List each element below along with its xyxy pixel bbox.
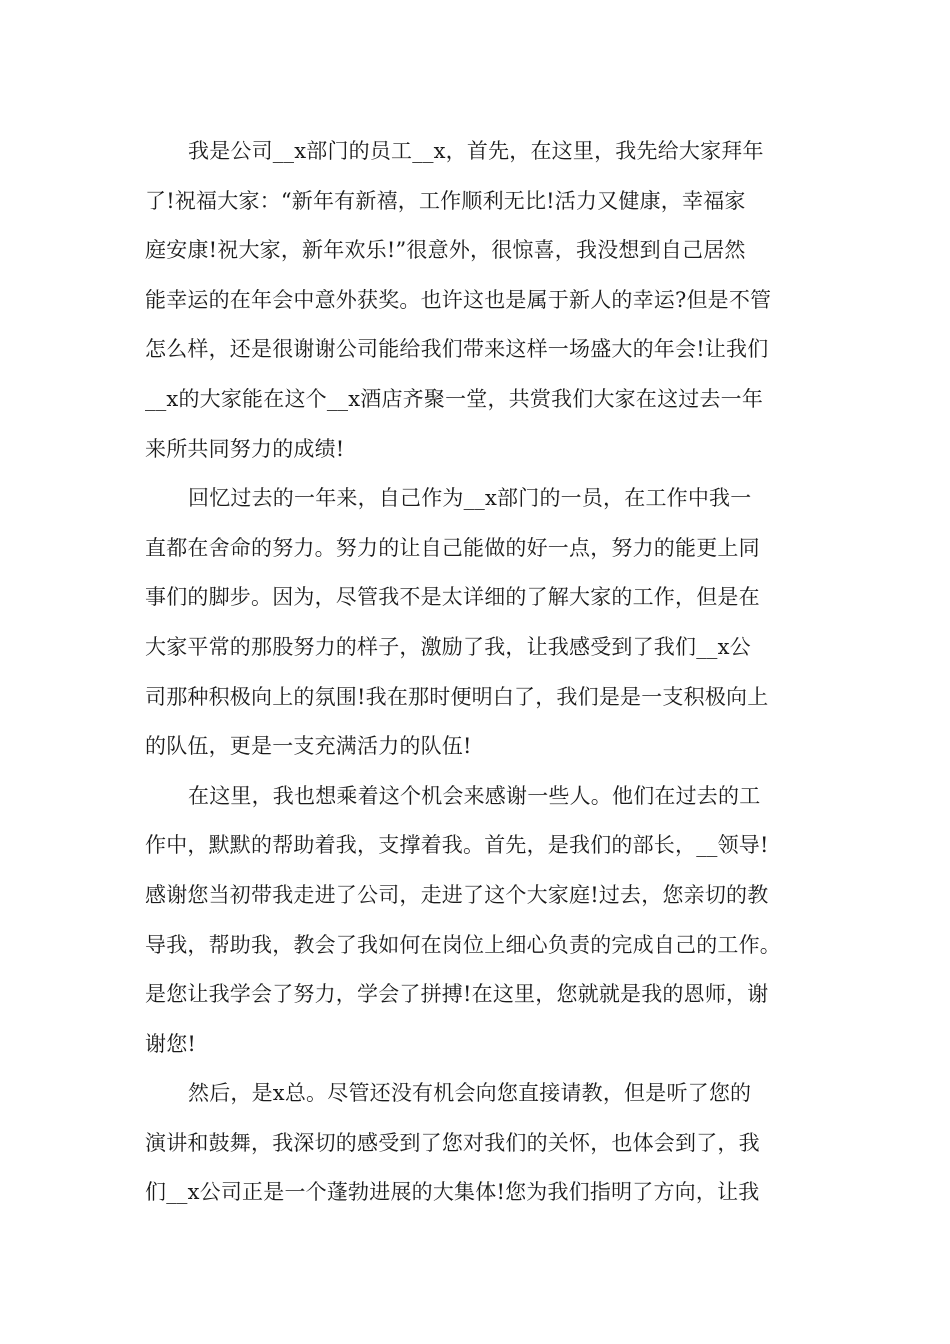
text-line: 谢您!	[145, 1031, 197, 1056]
text-line: 的队伍，更是一支充满活力的队伍!	[145, 734, 472, 759]
text-line: 导我，帮助我，教会了我如何在岗位上细心负责的完成自己的工作。	[145, 932, 781, 957]
paragraph-thanks-president	[145, 1069, 805, 1218]
paragraph-review	[145, 474, 805, 772]
paragraph-greeting	[145, 127, 805, 474]
text-line: 怎么样，还是很谢谢公司能给我们带来这样一场盛大的年会!让我们	[145, 337, 769, 362]
text-line: 我是公司__x部门的员工__x，首先，在这里，我先给大家拜年	[188, 139, 764, 163]
text-line: 来所共同努力的成绩!	[145, 436, 345, 461]
text-line: 然后，是x总。尽管还没有机会向您直接请教，但是听了您的	[188, 1081, 752, 1106]
text-line: 感谢您当初带我走进了公司，走进了这个大家庭!过去，您亲切的教	[145, 882, 769, 907]
text-line: 们__x公司正是一个蓬勃进展的大集体!您为我们指明了方向，让我	[145, 1180, 760, 1205]
text-line: 直都在舍命的努力。努力的让自己能做的好一点，努力的能更上同	[145, 535, 760, 560]
text-line: 大家平常的那股努力的样子，激励了我，让我感受到了我们__x公	[145, 634, 751, 659]
text-line: 是您让我学会了努力，学会了拼搏!在这里，您就就是我的恩师，谢	[145, 982, 769, 1007]
text-line: 庭安康!祝大家，新年欢乐!”很意外，很惊喜，我没想到自己居然	[145, 238, 746, 263]
text-line: 了!祝福大家：“新年有新禧，工作顺利无比!活力又健康，幸福家	[145, 188, 746, 213]
text-line: 作中，默默的帮助着我，支撑着我。首先，是我们的部长，__领导!	[145, 833, 769, 858]
text-line: 事们的脚步。因为，尽管我不是太详细的了解大家的工作，但是在	[145, 585, 760, 610]
text-line: 演讲和鼓舞，我深切的感受到了您对我们的关怀，也体会到了，我	[145, 1130, 760, 1155]
text-line: 能幸运的在年会中意外获奖。也许这也是属于新人的幸运?但是不管	[145, 287, 772, 312]
paragraph-thanks-leader	[145, 772, 805, 1070]
text-line: 回忆过去的一年来，自己作为__x部门的一员，在工作中我一	[188, 486, 752, 511]
document-body	[145, 127, 805, 1218]
text-line: __x的大家能在这个__x酒店齐聚一堂，共赏我们大家在这过去一年	[145, 386, 764, 411]
text-line: 在这里，我也想乘着这个机会来感谢一些人。他们在过去的工	[188, 783, 761, 808]
text-line: 司那种积极向上的氛围!我在那时便明白了，我们是是一支积极向上	[145, 684, 769, 709]
